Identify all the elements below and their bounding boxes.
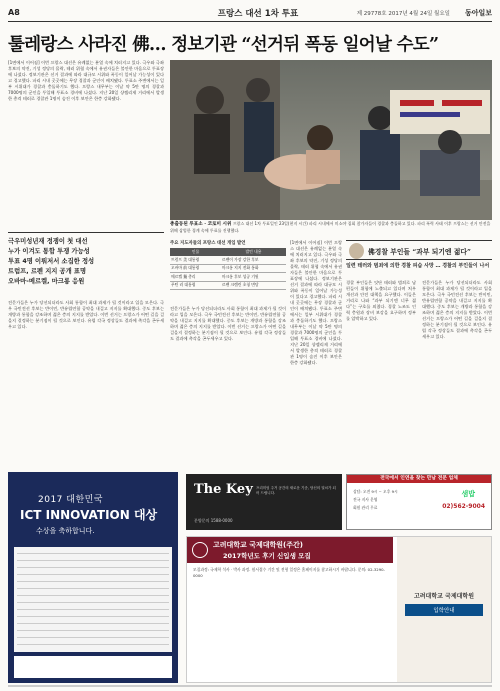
table-cell: 르펜이 가장 강한 후보 xyxy=(221,256,286,264)
people-header: 전국에서 인연을 찾는 만남 전문 업체 xyxy=(347,475,491,483)
table-cell: 트럼프 美 대통령 xyxy=(170,256,221,264)
people-line: 전국 지사 운영 xyxy=(353,497,378,502)
ict-subtitle: 수상을 축하합니다. xyxy=(36,527,95,535)
issue-date: 제 29778호 2017년 4월 24일 월요일 xyxy=(356,11,450,17)
statements-table xyxy=(170,240,286,290)
protest-photo xyxy=(170,60,492,220)
subhead-item: 투표 4명 이뤄저서 소집한 정성 xyxy=(8,258,95,265)
column-subhead: 일련 테러와 범죄에 의한 경찰 피습 사망 … 경찰의 부인들이 나서 xyxy=(346,263,490,269)
table-cell: 메르켈 獨 총리 xyxy=(170,273,221,282)
univ-subtitle: 2017학년도 후기 신입생 모집 xyxy=(223,552,311,560)
page-number: A8 xyxy=(8,8,20,17)
page-header xyxy=(8,4,492,22)
subhead-item: 극우미성년재 정쟁이 첫 대선 xyxy=(8,238,88,245)
table-title: 주요 지도자들의 프랑스 대선 개입 발언 xyxy=(170,241,246,246)
key-footer: 분양문의 1588-0000 xyxy=(194,518,233,523)
ict-award-ad xyxy=(8,472,178,683)
subhead-list xyxy=(8,232,164,287)
table-cell: 오바마 前 대통령 xyxy=(170,264,221,273)
body-text-right: 경찰 부인들은 잇단 테러와 범죄로 남편들이 위험에 노출되고 있다며 처우 개선과 안전 대책을 요구했다. 이들은 거리로 나와 “과부 되기엔 너무 젊다”는 구호를 외쳤다. 경찰 노조도 인력 충원과 장비 보강을 요구하며 정부를 압박하고 있다. xyxy=(346,280,416,321)
body-text-left: [1면에서 이어짐] 이번 프랑스 대선은 유례없는 분열 속에 치러지고 있다. 극우와 극좌 후보의 약진, 기성 정당의 몰락, 테러 위협 속에서 유권자들은 불안한 마음으로 투표장에 나섰다. 정보기관은 선거 결과에 따라 대규모 시위와 폭동이 일어날 가능성이 있다고 경고했다. 파리 시내 곳곳에는 무장 경찰과 군인이 배치됐다. 투표소 주변에서는 일부 시위대가 경찰과 충돌하기도 했다. 프랑스 내무부는 이날 약 5만 명의 경찰과 7000명의 군인을 투입해 투표소 경비에 나섰다. 지난 20일 샹젤리제 거리에서 발생한 총격 테러로 경찰관 1명이 숨진 이후 보안은 한층 강화됐다. xyxy=(8,60,164,101)
table-cell: 마크롱 후보 성공 기원 xyxy=(221,273,286,282)
body-text-middle: 전문가들은 누가 당선되더라도 사회 통합이 최대 과제가 될 것이라고 입을 모은다. 극우 국민전선 후보는 반이민, 반유럽연합 공약을 내걸고 지지를 확대했다. 중도 후보는 개방과 통합을 강조하며 젊은 층의 지지를 받았다. 이번 선거는 프랑스가 어떤 길을 걸을지 결정하는 분기점이 될 것으로 보인다. 유럽 각국 정상들도 결과에 촉각을 곤두세우고 있다. xyxy=(170,306,286,341)
subhead-item: 트럼프, 르펜 지지 공개 표명 xyxy=(8,268,87,275)
univ-side-title: 고려대학교 국제대학원 xyxy=(413,593,475,600)
photo-caption-text: 프랑스 대선 1차 투표일인 23일(현지 시간) 파리 시내에서 미소야 집회 참가자들이 경찰과 충돌하고 있다. 파리 폭력 사태 이후 프랑스는 선거 안전을 위해 삼엄한 경계 속에 투표를 진행했다. xyxy=(170,221,491,233)
page-footer-rule xyxy=(8,685,492,687)
column-title: 佛경찰 부인들 “과부 되기엔 젊다” xyxy=(368,248,471,256)
univ-body: 모집과정: 국제학 석사 · 박사 과정. 원서접수 기간 및 전형 일정은 홈페이지를 참고하시기 바랍니다. 문의: 02-3290-0000 xyxy=(193,567,385,578)
people-brand: 샘밥 xyxy=(461,490,475,498)
sponsor-logos xyxy=(14,656,172,678)
ict-year: 2017 대한민국 xyxy=(38,495,104,505)
people-phone: 02)562-9004 xyxy=(442,503,485,510)
univ-side-panel xyxy=(397,537,491,682)
table-row xyxy=(170,273,286,282)
body-text-left-lower: 전문가들은 누가 당선되더라도 사회 통합이 최대 과제가 될 것이라고 입을 모은다. 극우 국민전선 후보는 반이민, 반유럽연합 공약을 내걸고 지지를 확대했다. 중도 후보는 개방과 통합을 강조하며 젊은 층의 지지를 받았다. 이번 선거는 프랑스가 어떤 길을 걸을지 결정하는 분기점이 될 것으로 보인다. 유럽 각국 정상들도 결과에 촉각을 곤두세우고 있다. xyxy=(8,300,164,329)
univ-side-button: 입학안내 xyxy=(405,604,483,616)
key-title: The Key xyxy=(194,482,253,497)
key-text: 프리미엄 주거 공간의 새로운 기준, 당신의 열쇠가 되어 드립니다. xyxy=(256,486,336,495)
univ-banner xyxy=(187,537,393,563)
university-seal-icon xyxy=(192,542,208,558)
people-line: 회원 관리 무료 xyxy=(353,505,378,510)
table-header: 인물 xyxy=(170,248,221,256)
people-line: 상담: 오전 9시 ~ 오후 9시 xyxy=(353,489,398,494)
protest-photo-illustration xyxy=(170,60,492,220)
subhead-item: 오바마-메르켈, 마크롱 응원 xyxy=(8,278,85,285)
photo-caption xyxy=(170,221,492,233)
woman-portrait-icon xyxy=(349,243,364,259)
univ-title: 고려대학교 국제대학원(주간) xyxy=(213,541,303,549)
body-text-right-2: 전문가들은 누가 당선되더라도 사회 통합이 최대 과제가 될 것이라고 입을 모은다. 극우 국민전선 후보는 반이민, 반유럽연합 공약을 내걸고 지지를 확대했다. 중도 후보는 개방과 통합을 강조하며 젊은 층의 지지를 받았다. 이번 선거는 프랑스가 어떤 길을 걸을지 결정하는 분기점이 될 것으로 보인다. 유럽 각국 정상들도 결과에 촉각을 곤두세우고 있다. xyxy=(422,280,492,339)
table-row xyxy=(170,264,286,273)
photo-caption-title: 총출동된 투표소 · 코로미 시위 xyxy=(170,222,232,227)
table-row xyxy=(170,281,286,290)
table-cell: 마크롱 지지 전화 통화 xyxy=(221,264,286,273)
table-header: 발언 내용 xyxy=(221,248,286,256)
matchmaking-ad xyxy=(346,474,492,530)
table-row xyxy=(170,256,286,264)
section-title: 프랑스 대선 1차 투표 xyxy=(217,9,299,19)
ict-winners-list xyxy=(14,547,172,652)
main-headline: 툴레랑스 사라진 佛… 정보기관 “선거뒤 폭동 일어날 수도” xyxy=(8,35,439,55)
body-text-middle-2: [1면에서 이어짐] 이번 프랑스 대선은 유례없는 분열 속에 치러지고 있다. 극우와 극좌 후보의 약진, 기성 정당의 몰락, 테러 위협 속에서 유권자들은 불안한 마음으로 투표장에 나섰다. 정보기관은 선거 결과에 따라 대규모 시위와 폭동이 일어날 가능성이 있다고 경고했다. 파리 시내 곳곳에는 무장 경찰과 군인이 배치됐다. 투표소 주변에서는 일부 시위대가 경찰과 충돌하기도 했다. 프랑스 내무부는 이날 약 5만 명의 경찰과 7000명의 군인을 투입해 투표소 경비에 나섰다. 지난 20일 샹젤리제 거리에서 발생한 총격 테러로 경찰관 1명이 숨진 이후 보안은 한층 강화됐다. xyxy=(290,240,342,365)
ict-title: ICT INNOVATION 대상 xyxy=(20,508,158,522)
the-key-ad xyxy=(186,474,342,530)
table-cell: 르펜 크렘린 초청 면담 xyxy=(221,281,286,290)
subhead-item: 누가 이겨도 통합 투쟁 가능성 xyxy=(8,248,90,255)
paper-logo: 동아일보 xyxy=(464,8,492,17)
university-ad xyxy=(186,536,492,683)
column-heading xyxy=(346,240,492,260)
table-cell: 푸틴 러 대통령 xyxy=(170,281,221,290)
